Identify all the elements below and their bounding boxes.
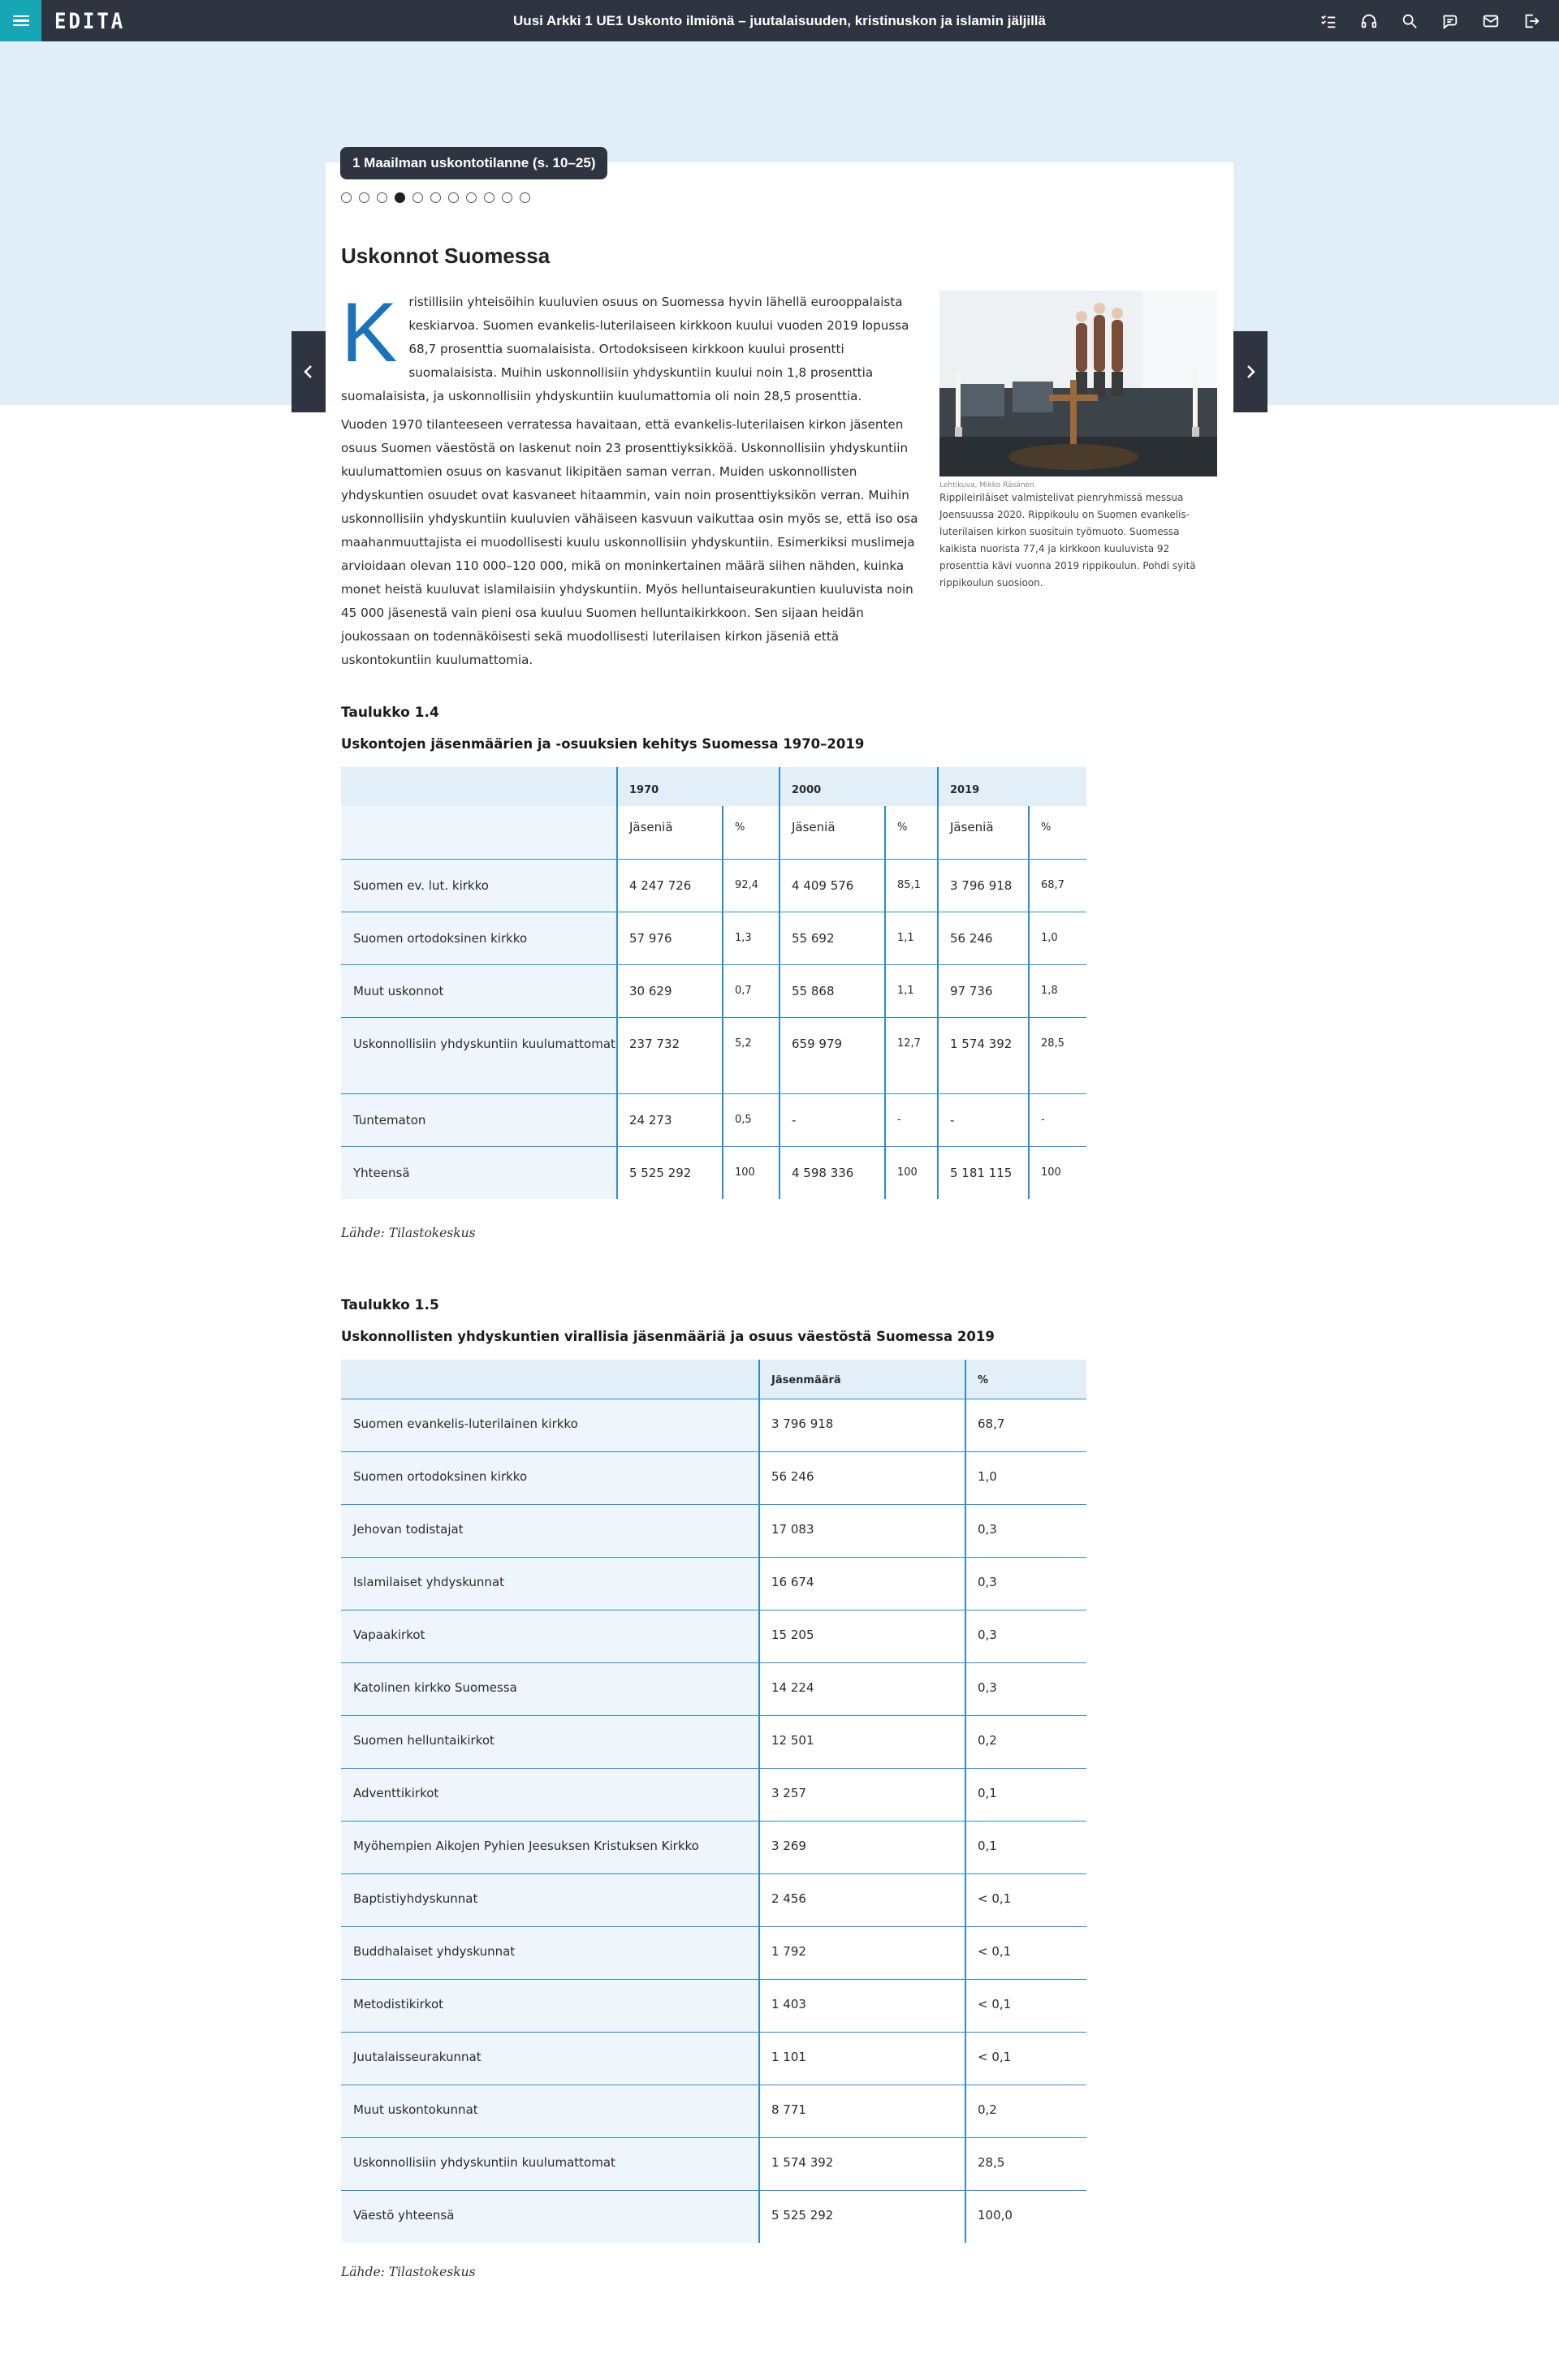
checklist-icon[interactable]: [1317, 10, 1340, 32]
article-body: [341, 286, 922, 672]
table-1-4-label: Taulukko 1.4: [341, 705, 439, 721]
members-header: Jäseniä: [938, 806, 1029, 859]
row-label: Suomen ortodoksinen kirkko: [341, 1451, 759, 1504]
cell: -: [780, 1093, 885, 1146]
row-label: Muut uskonnot: [341, 964, 617, 1017]
page-dot[interactable]: [430, 192, 441, 203]
cell: 56 246: [938, 912, 1029, 964]
page-dot[interactable]: [448, 192, 459, 203]
row-label: Vapaakirkot: [341, 1610, 759, 1662]
table-row: [341, 1399, 1086, 1451]
cell: 3 269: [759, 1821, 965, 1873]
cell: 0,3: [965, 1662, 1086, 1715]
cell: -: [938, 1093, 1029, 1146]
cell: < 0,1: [965, 1873, 1086, 1926]
cell: 8 771: [759, 2085, 965, 2137]
cell: 659 979: [780, 1017, 885, 1093]
cell: 57 976: [617, 912, 723, 964]
cell: 1 792: [759, 1926, 965, 1979]
members-header: Jäseniä: [617, 806, 723, 859]
cell: 28,5: [1029, 1017, 1086, 1093]
cell: 55 868: [780, 964, 885, 1017]
page-dot[interactable]: [520, 192, 530, 203]
page-dot[interactable]: [359, 192, 369, 203]
headphones-icon[interactable]: [1358, 10, 1380, 32]
row-label: Adventtikirkot: [341, 1768, 759, 1821]
row-label: Jehovan todistajat: [341, 1504, 759, 1557]
cell: 92,4: [723, 859, 780, 912]
table-row: [341, 912, 1086, 964]
row-label: Uskonnollisiin yhdyskuntiin kuulumattomat: [341, 2137, 759, 2190]
cell: 16 674: [759, 1557, 965, 1610]
cell: 5 181 115: [938, 1146, 1029, 1199]
cell: 1,0: [965, 1451, 1086, 1504]
cell: 28,5: [965, 2137, 1086, 2190]
table-1-5-source: Lähde: Tilastokeskus: [341, 2265, 476, 2279]
table-1-5-label: Taulukko 1.5: [341, 1297, 439, 1313]
table-1-5: [341, 1360, 1086, 2243]
cell: 5,2: [723, 1017, 780, 1093]
row-label: Baptistiyhdyskunnat: [341, 1873, 759, 1926]
table-row: [341, 2085, 1086, 2137]
cell: 68,7: [965, 1399, 1086, 1451]
cell: 100: [885, 1146, 938, 1199]
year-header: 1970: [617, 767, 780, 806]
cell: 0,2: [965, 2085, 1086, 2137]
cell: 55 692: [780, 912, 885, 964]
cell: -: [885, 1093, 938, 1146]
cell: 1 574 392: [938, 1017, 1029, 1093]
row-label: Uskonnollisiin yhdyskuntiin kuulumattomat: [341, 1017, 617, 1093]
cell: 97 736: [938, 964, 1029, 1017]
cell: 1,1: [885, 964, 938, 1017]
comments-icon[interactable]: [1439, 10, 1462, 32]
year-header: 2000: [780, 767, 938, 806]
figure-caption: Rippileiriläiset valmistelivat pienryhmissä messua Joensuussa 2020. Rippikoulu on Suomen evankelis-luterilaisen kirkon suosituin työmuoto. Suomessa kaikista nuorista 77,4 ja kirkkoon kuuluvista 92 prosenttia kävi vuonna 2019 rippikoulun. Pohdi syitä rippikoulun suosioon.: [939, 492, 1196, 589]
page-dot[interactable]: [341, 192, 352, 203]
row-label: Suomen helluntaikirkot: [341, 1715, 759, 1768]
previous-page-button[interactable]: [292, 331, 326, 412]
cell: 4 598 336: [780, 1146, 885, 1199]
page-dot[interactable]: [377, 192, 387, 203]
table-row: [341, 1979, 1086, 2032]
table-row: [341, 1821, 1086, 1873]
paragraph-text: ristillisiin yhteisöihin kuuluvien osuus on Suomessa hyvin lähellä eurooppalaista keskiarvoa. Suomen evankelis-luterilaiseen kirkkoon kuului vuoden 2019 lopussa 68,7 prosenttia suomalaisista. Ortodoksiseen kirkkoon kuului prosentti suomalaisista. Muihin uskonnollisiin yhdyskuntiin kuului noin 1,8 prosenttia suomalaisista, ja uskonnollisiin yhdyskuntiin kuulumattomia oli noin 28,5 prosenttia.: [341, 295, 909, 403]
percent-header: %: [1029, 806, 1086, 859]
table-row: [341, 1715, 1086, 1768]
table-row: [341, 1146, 1086, 1199]
chevron-right-icon: [1245, 364, 1256, 380]
cell: 5 525 292: [617, 1146, 723, 1199]
cell: 3 796 918: [938, 859, 1029, 912]
table-row: [341, 1873, 1086, 1926]
cell: 0,3: [965, 1610, 1086, 1662]
cell: 15 205: [759, 1610, 965, 1662]
percent-header: %: [965, 1360, 1086, 1399]
table-subheader-row: [341, 806, 1086, 859]
cell: 5 525 292: [759, 2190, 965, 2243]
table-row: [341, 1610, 1086, 1662]
table-row: [341, 1451, 1086, 1504]
table-row: [341, 1557, 1086, 1610]
page-indicator: [341, 192, 530, 203]
members-header: Jäseniä: [780, 806, 885, 859]
cell: -: [1029, 1093, 1086, 1146]
table-row: [341, 1504, 1086, 1557]
table-row: [341, 1768, 1086, 1821]
row-label: Islamilaiset yhdyskunnat: [341, 1557, 759, 1610]
table-row: [341, 859, 1086, 912]
table-1-4-caption: Uskontojen jäsenmäärien ja -osuuksien kehitys Suomessa 1970–2019: [341, 736, 865, 752]
table-header-cell: [341, 1360, 759, 1399]
figure: [939, 291, 1217, 592]
cell: 0,1: [965, 1768, 1086, 1821]
row-label: Väestö yhteensä: [341, 2190, 759, 2243]
row-label: Buddhalaiset yhdyskunnat: [341, 1926, 759, 1979]
cell: 0,5: [723, 1093, 780, 1146]
cell: 24 273: [617, 1093, 723, 1146]
section-title: Uskonnot Suomessa: [341, 244, 551, 268]
cell: 14 224: [759, 1662, 965, 1715]
row-label: Suomen ev. lut. kirkko: [341, 859, 617, 912]
page-dot[interactable]: [412, 192, 423, 203]
table-header-cell: [341, 806, 617, 859]
cell: 3 796 918: [759, 1399, 965, 1451]
mail-icon[interactable]: [1479, 10, 1502, 32]
cell: 1 403: [759, 1979, 965, 2032]
cell: 2 456: [759, 1873, 965, 1926]
cell: 1 574 392: [759, 2137, 965, 2190]
book-title: Uusi Arkki 1 UE1 Uskonto ilmiönä – juutalaisuuden, kristinuskon ja islamin jäljillä: [513, 13, 1046, 28]
table-1-4: [341, 767, 1086, 1199]
cell: < 0,1: [965, 2032, 1086, 2085]
table-row: [341, 1926, 1086, 1979]
search-icon[interactable]: [1398, 10, 1421, 32]
chevron-left-icon: [303, 364, 314, 380]
cell: 0,3: [965, 1557, 1086, 1610]
row-label: Tuntematon: [341, 1093, 617, 1146]
paragraph: [341, 286, 922, 408]
table-row: [341, 2190, 1086, 2243]
cell: 30 629: [617, 964, 723, 1017]
percent-header: %: [885, 806, 938, 859]
table-header-row: [341, 767, 1086, 806]
cell: 1,3: [723, 912, 780, 964]
cell: 0,1: [965, 1821, 1086, 1873]
next-page-button[interactable]: [1233, 331, 1267, 412]
cell: 85,1: [885, 859, 938, 912]
cell: 0,3: [965, 1504, 1086, 1557]
cell: 68,7: [1029, 859, 1086, 912]
page-dot[interactable]: [484, 192, 494, 203]
table-row: [341, 1093, 1086, 1146]
table-1-4-source: Lähde: Tilastokeskus: [341, 1226, 476, 1240]
cell: 0,2: [965, 1715, 1086, 1768]
cell: 237 732: [617, 1017, 723, 1093]
cell: 56 246: [759, 1451, 965, 1504]
table-row: [341, 1662, 1086, 1715]
cell: 1 101: [759, 2032, 965, 2085]
cell: 4 409 576: [780, 859, 885, 912]
cell: 0,7: [723, 964, 780, 1017]
page-dot[interactable]: [466, 192, 477, 203]
hamburger-icon: [13, 15, 29, 27]
cell: 100: [1029, 1146, 1086, 1199]
paragraph: Vuoden 1970 tilanteeseen verratessa havaitaan, että evankelis-luterilaisen kirkon jäsenten osuus Suomen väestöstä on laskenut noin 23 prosenttiyksikköä. Uskonnollisiin yhdyskuntiin kuulumattomien osuus on kasvanut likipitäen saman verran. Muiden uskonnollisten yhdyskuntien osuudet ovat kasvaneet hitaammin, vain noin prosenttiyksikön verran. Muihin uskonnollisiin yhdyskuntiin kuuluvien vähäiseen kasvuun vaikuttaa osin myös se, että iso osa maahanmuuttajista ei muodollisesti kuulu uskonnollisiin yhdyskuntiin. Esimerkiksi muslimeja arvioidaan olevan 110 000–120 000, mikä on moninkertainen määrä siihen nähden, kuinka monet heistä kuuluvat islamilaisiin yhdyskuntiin. Myös helluntaiseurakuntien kuuluvista noin 45 000 jäsenestä vain pieni osa kuuluu Suomen helluntaikirkkoon. Sen sijaan heidän joukossaan on todennäköisesti sekä muodollisesti luterilaisen kirkon jäseniä että uskontokuntiin kuulumattomia.: [341, 417, 918, 667]
table-header-row: [341, 1360, 1086, 1399]
table-row: [341, 1017, 1086, 1093]
table-row: [341, 2137, 1086, 2190]
cell: 4 247 726: [617, 859, 723, 912]
cell: 100,0: [965, 2190, 1086, 2243]
photo-credit: Lehtikuva, Mikko Räsänen: [939, 481, 1034, 489]
logout-icon[interactable]: [1520, 10, 1543, 32]
table-row: [341, 2032, 1086, 2085]
top-bar: [0, 0, 1559, 41]
cell: 12,7: [885, 1017, 938, 1093]
row-label: Juutalaisseurakunnat: [341, 2032, 759, 2085]
row-label: Suomen ortodoksinen kirkko: [341, 912, 617, 964]
row-label: Katolinen kirkko Suomessa: [341, 1662, 759, 1715]
row-label: Metodistikirkot: [341, 1979, 759, 2032]
cell: 12 501: [759, 1715, 965, 1768]
cell: 1,0: [1029, 912, 1086, 964]
chapter-label[interactable]: 1 Maailman uskontotilanne (s. 10–25): [340, 147, 607, 179]
row-label: Yhteensä: [341, 1146, 617, 1199]
cell: 1,8: [1029, 964, 1086, 1017]
row-label: Suomen evankelis-luterilainen kirkko: [341, 1399, 759, 1451]
page-dot-active[interactable]: [395, 192, 405, 203]
menu-button[interactable]: [0, 0, 41, 41]
cell: 3 257: [759, 1768, 965, 1821]
photo-confirmation-camp[interactable]: [939, 291, 1217, 476]
row-label: Myöhempien Aikojen Pyhien Jeesuksen Kristuksen Kirkko: [341, 1821, 759, 1873]
table-row: [341, 964, 1086, 1017]
edita-logo[interactable]: EDITA: [54, 8, 126, 33]
cell: < 0,1: [965, 1926, 1086, 1979]
table-1-5-caption: Uskonnollisten yhdyskuntien virallisia jäsenmääriä ja osuus väestöstä Suomessa 2019: [341, 1329, 995, 1344]
percent-header: %: [723, 806, 780, 859]
dropcap: K: [341, 286, 398, 380]
members-header: Jäsenmäärä: [759, 1360, 965, 1399]
cell: 1,1: [885, 912, 938, 964]
page-dot[interactable]: [502, 192, 512, 203]
cell: 100: [723, 1146, 780, 1199]
row-label: Muut uskontokunnat: [341, 2085, 759, 2137]
cell: 17 083: [759, 1504, 965, 1557]
year-header: 2019: [938, 767, 1086, 806]
cell: < 0,1: [965, 1979, 1086, 2032]
table-header-cell: [341, 767, 617, 806]
